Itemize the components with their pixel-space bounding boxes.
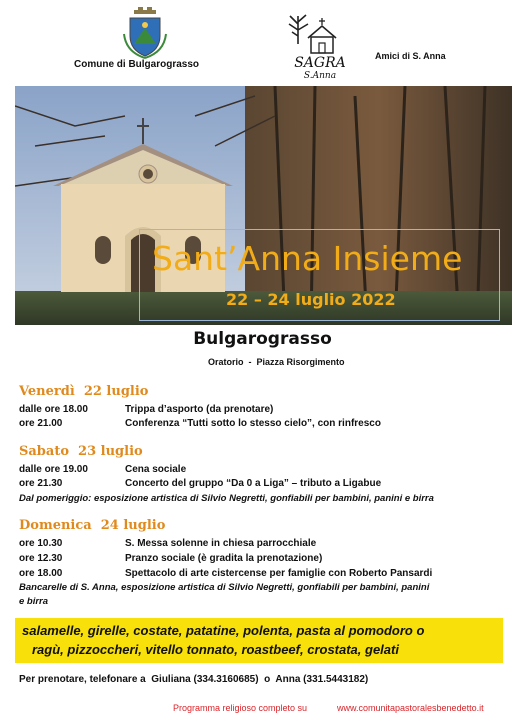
sunday-note: e birra: [19, 596, 49, 607]
food-line: salamelle, girelle, costate, patatine, polenta, pasta al pomodoro o: [22, 623, 425, 638]
venue: Oratorio - Piazza Risorgimento: [208, 357, 345, 367]
day-heading-saturday: Sabato 23 luglio: [19, 444, 143, 459]
day-heading-friday: Venerdì 22 luglio: [19, 384, 149, 399]
saturday-note: Dal pomeriggio: esposizione artistica di Silvio Negretti, gonfiabili per bambini, panini e birra: [19, 493, 434, 504]
sagra-logo-word: SAGRA: [294, 55, 346, 71]
event-title: Sant’Anna Insieme: [152, 239, 463, 278]
schedule-activity: Trippa d’asporto (da prenotare): [125, 404, 274, 415]
schedule-activity: Pranzo sociale (è gradita la prenotazione): [125, 553, 323, 564]
schedule-activity: S. Messa solenne in chiesa parrocchiale: [125, 538, 317, 549]
schedule-time: ore 10.30: [19, 538, 63, 549]
schedule-activity: Cena sociale: [125, 464, 187, 475]
sunday-note: Bancarelle di S. Anna, esposizione artistica di Silvio Negretti, gonfiabili per bambini, panini: [19, 582, 430, 593]
schedule-time: ore 21.00: [19, 418, 63, 429]
program-website-link[interactable]: www.comunitapastoralesbenedetto.it: [337, 703, 484, 713]
day-heading-sunday: Domenica 24 luglio: [19, 518, 166, 533]
schedule-activity: Concerto del gruppo “Da 0 a Liga” – tributo a Ligabue: [125, 478, 382, 489]
schedule-activity: Spettacolo di arte cistercense per famiglie con Roberto Pansardi: [125, 568, 433, 579]
comune-label: Comune di Bulgarograsso: [74, 59, 200, 70]
schedule-time: ore 21.30: [19, 478, 63, 489]
town-name: Bulgarograsso: [193, 329, 332, 349]
schedule-time: dalle ore 19.00: [19, 464, 88, 475]
schedule-time: dalle ore 18.00: [19, 404, 88, 415]
event-dates: 22 – 24 luglio 2022: [226, 290, 396, 309]
schedule-time: ore 12.30: [19, 553, 63, 564]
bulgarograsso-crest-icon: [122, 6, 168, 60]
sagra-logo: [284, 12, 352, 80]
schedule-time: ore 18.00: [19, 568, 63, 579]
schedule-activity: Conferenza “Tutti sotto lo stesso cielo”, con rinfresco: [125, 418, 381, 429]
booking-info: Per prenotare, telefonare a Giuliana (334.3160685) o Anna (331.5443182): [19, 674, 369, 685]
sagra-logo-sub: S.Anna: [303, 71, 337, 80]
program-label: Programma religioso completo su: [173, 703, 308, 713]
amici-label: Amici di S. Anna: [375, 51, 446, 61]
food-line: ragù, pizzoccheri, vitello tonnato, roastbeef, crostata, gelati: [32, 642, 399, 657]
